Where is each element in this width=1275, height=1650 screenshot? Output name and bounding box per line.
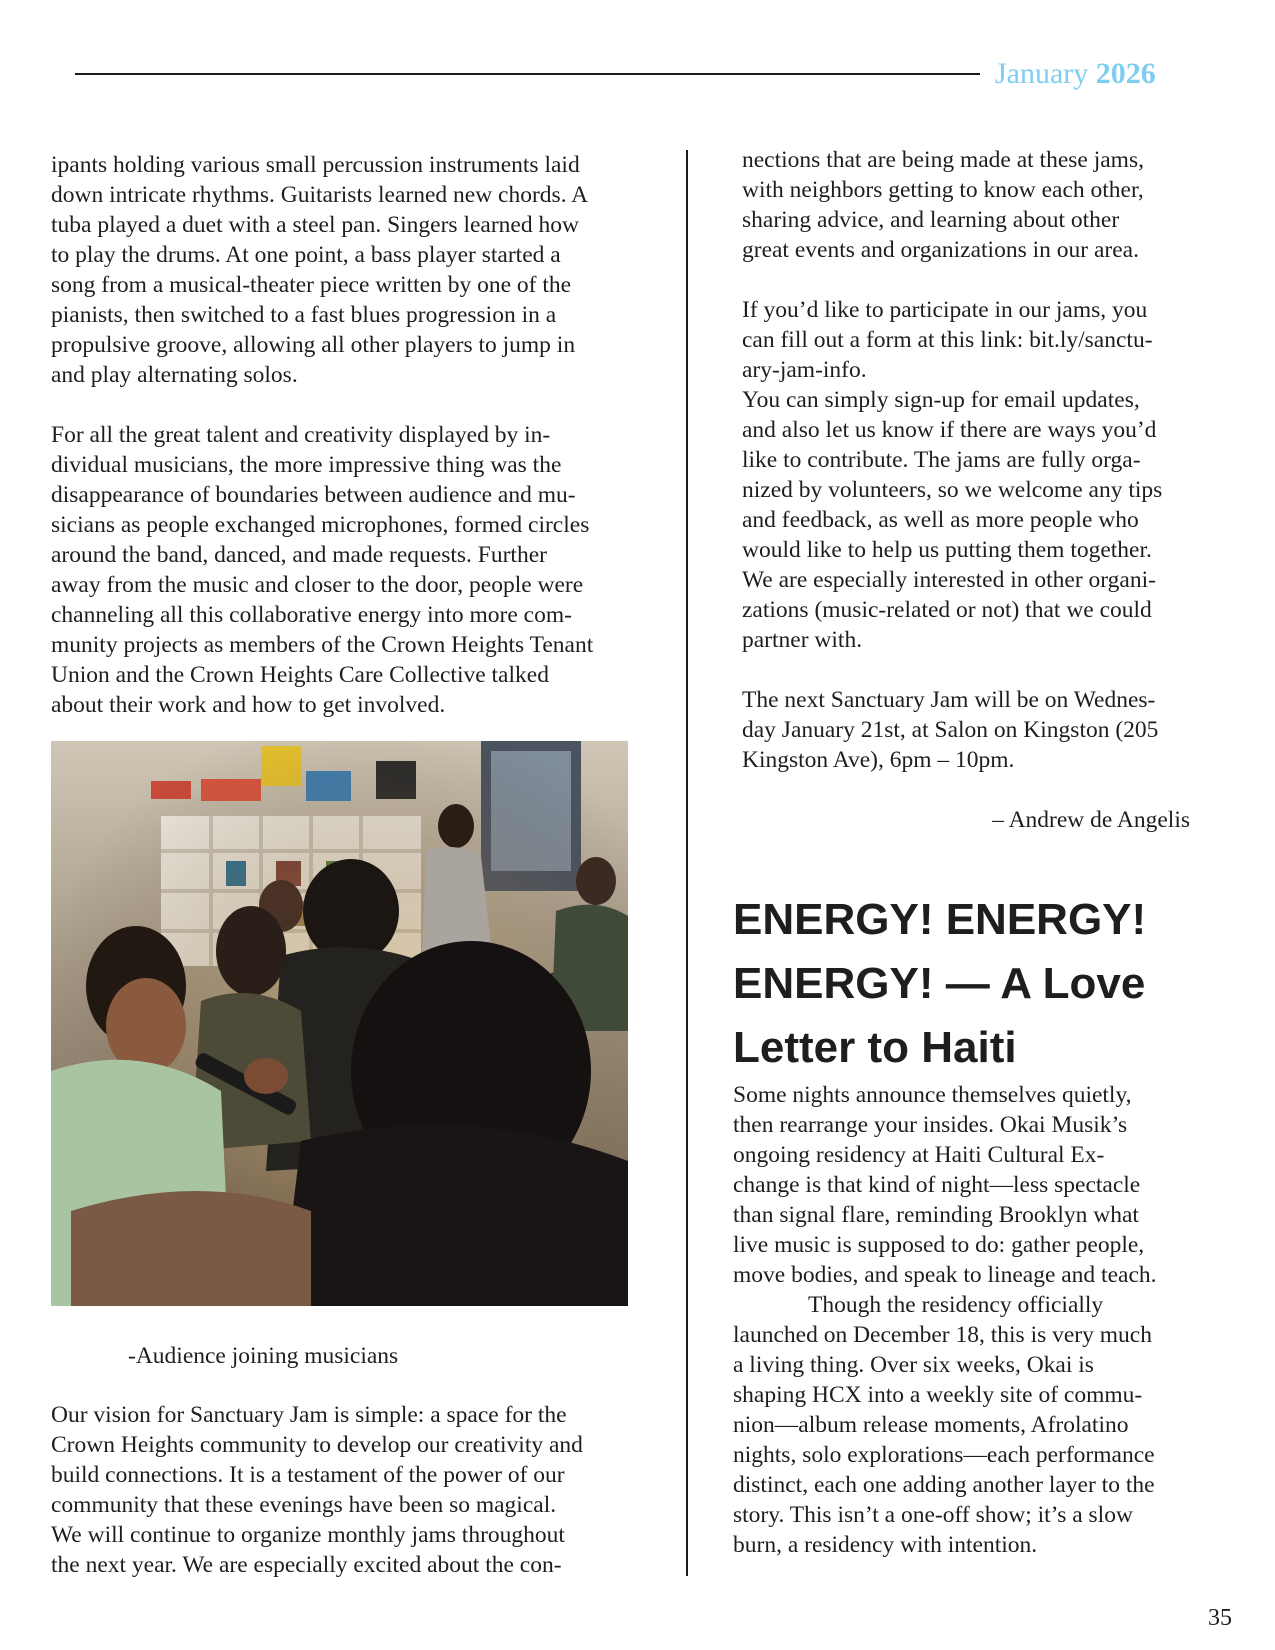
text-line: nized by volunteers, so we welcome any tips <box>742 477 1163 503</box>
text-line: with neighbors getting to know each other, <box>742 177 1144 203</box>
text-line: Crown Heights community to develop our creativity and <box>51 1432 583 1458</box>
article-photo <box>51 741 628 1306</box>
text-line: munity projects as members of the Crown Heights Tenant <box>51 632 594 658</box>
text-line: and feedback, as well as more people who <box>742 507 1139 533</box>
text-line: nections that are being made at these jams, <box>742 147 1144 173</box>
text-line: Some nights announce themselves quietly, <box>733 1082 1132 1108</box>
text-line: launched on December 18, this is very much <box>733 1322 1152 1348</box>
text-line: channeling all this collaborative energy into more com- <box>51 602 572 628</box>
text-line: would like to help us putting them together. <box>742 537 1152 563</box>
text-line: a living thing. Over six weeks, Okai is <box>733 1352 1094 1378</box>
text-line: around the band, danced, and made requests. Further <box>51 542 547 568</box>
text-line: the next year. We are especially excited about the con- <box>51 1552 562 1578</box>
text-line: Union and the Crown Heights Care Collective talked <box>51 662 549 688</box>
text-line: day January 21st, at Salon on Kingston (205 <box>742 717 1159 743</box>
photo-illustration <box>51 741 628 1306</box>
article-headline <box>733 888 1146 1080</box>
text-line: nights, solo explorations—each performance <box>733 1442 1155 1468</box>
column-divider <box>686 150 688 1576</box>
text-line: propulsive groove, allowing all other players to jump in <box>51 332 576 358</box>
text-line: disappearance of boundaries between audience and mu- <box>51 482 576 508</box>
left-paragraph-1 <box>51 150 588 390</box>
text-line: change is that kind of night—less spectacle <box>733 1172 1141 1198</box>
text-line: ary-jam-info. <box>742 357 867 383</box>
text-line: ongoing residency at Haiti Cultural Ex- <box>733 1142 1105 1168</box>
headline-line: ENERGY! — A Love <box>733 959 1146 1008</box>
issue-month: January <box>995 57 1089 90</box>
text-line: song from a musical-theater piece written by one of the <box>51 272 572 298</box>
text-line: sharing advice, and learning about other <box>742 207 1120 233</box>
text-line: Though the residency officially <box>808 1292 1104 1318</box>
text-line: For all the great talent and creativity displayed by in- <box>51 422 551 448</box>
text-line: build connections. It is a testament of the power of our <box>51 1462 565 1488</box>
text-line: about their work and how to get involved. <box>51 692 446 718</box>
issue-date <box>995 56 1156 92</box>
text-line: burn, a residency with intention. <box>733 1532 1038 1558</box>
text-line: dividual musicians, the more impressive thing was the <box>51 452 562 478</box>
photo-caption: -Audience joining musicians <box>128 1343 399 1369</box>
text-line: like to contribute. The jams are fully orga- <box>742 447 1141 473</box>
text-line: If you’d like to participate in our jams, you <box>742 297 1148 323</box>
text-line: can fill out a form at this link: bit.ly/sanctu- <box>742 327 1153 353</box>
text-line: than signal flare, reminding Brooklyn what <box>733 1202 1139 1228</box>
text-line: nion—album release moments, Afrolatino <box>733 1412 1129 1438</box>
headline-line: ENERGY! ENERGY! <box>733 895 1147 944</box>
headline-line: Letter to Haiti <box>733 1023 1017 1072</box>
text-line: partner with. <box>742 627 863 653</box>
text-line: Our vision for Sanctuary Jam is simple: a space for the <box>51 1402 567 1428</box>
author-signature: – Andrew de Angelis <box>992 807 1190 833</box>
header-rule <box>75 73 980 75</box>
text-line: then rearrange your insides. Okai Musik’s <box>733 1112 1128 1138</box>
text-line: down intricate rhythms. Guitarists learned new chords. A <box>51 182 589 208</box>
text-line: Kingston Ave), 6pm – 10pm. <box>742 747 1015 773</box>
text-line: pianists, then switched to a fast blues progression in a <box>51 302 557 328</box>
text-line: and play alternating solos. <box>51 362 298 388</box>
text-line: move bodies, and speak to lineage and teach. <box>733 1262 1157 1288</box>
text-line: shaping HCX into a weekly site of commu- <box>733 1382 1143 1408</box>
right-paragraph-5 <box>733 1290 1155 1560</box>
text-line: distinct, each one adding another layer to the <box>733 1472 1155 1498</box>
right-paragraph-2 <box>742 295 1162 655</box>
page-number: 35 <box>1208 1605 1232 1631</box>
text-line: You can simply sign-up for email updates, <box>742 387 1140 413</box>
text-line: tuba played a duet with a steel pan. Singers learned how <box>51 212 579 238</box>
text-line: community that these evenings have been so magical. <box>51 1492 557 1518</box>
text-line: live music is supposed to do: gather people, <box>733 1232 1145 1258</box>
text-line: away from the music and closer to the door, people were <box>51 572 584 598</box>
text-line: and also let us know if there are ways you’d <box>742 417 1157 443</box>
text-line: story. This isn’t a one-off show; it’s a slow <box>733 1502 1133 1528</box>
right-paragraph-1 <box>742 145 1144 265</box>
text-line: zations (music-related or not) that we could <box>742 597 1152 623</box>
right-paragraph-3 <box>742 685 1158 775</box>
left-paragraph-2 <box>51 420 593 720</box>
text-line: sicians as people exchanged microphones, formed circles <box>51 512 590 538</box>
text-line: We will continue to organize monthly jams throughout <box>51 1522 565 1548</box>
text-line: to play the drums. At one point, a bass player started a <box>51 242 561 268</box>
right-paragraph-4 <box>733 1080 1157 1290</box>
issue-year: 2026 <box>1095 57 1156 90</box>
left-paragraph-3 <box>51 1400 583 1580</box>
text-line: great events and organizations in our area. <box>742 237 1139 263</box>
text-line: The next Sanctuary Jam will be on Wednes- <box>742 687 1156 713</box>
text-line: ipants holding various small percussion instruments laid <box>51 152 580 178</box>
text-line: We are especially interested in other organi- <box>742 567 1156 593</box>
